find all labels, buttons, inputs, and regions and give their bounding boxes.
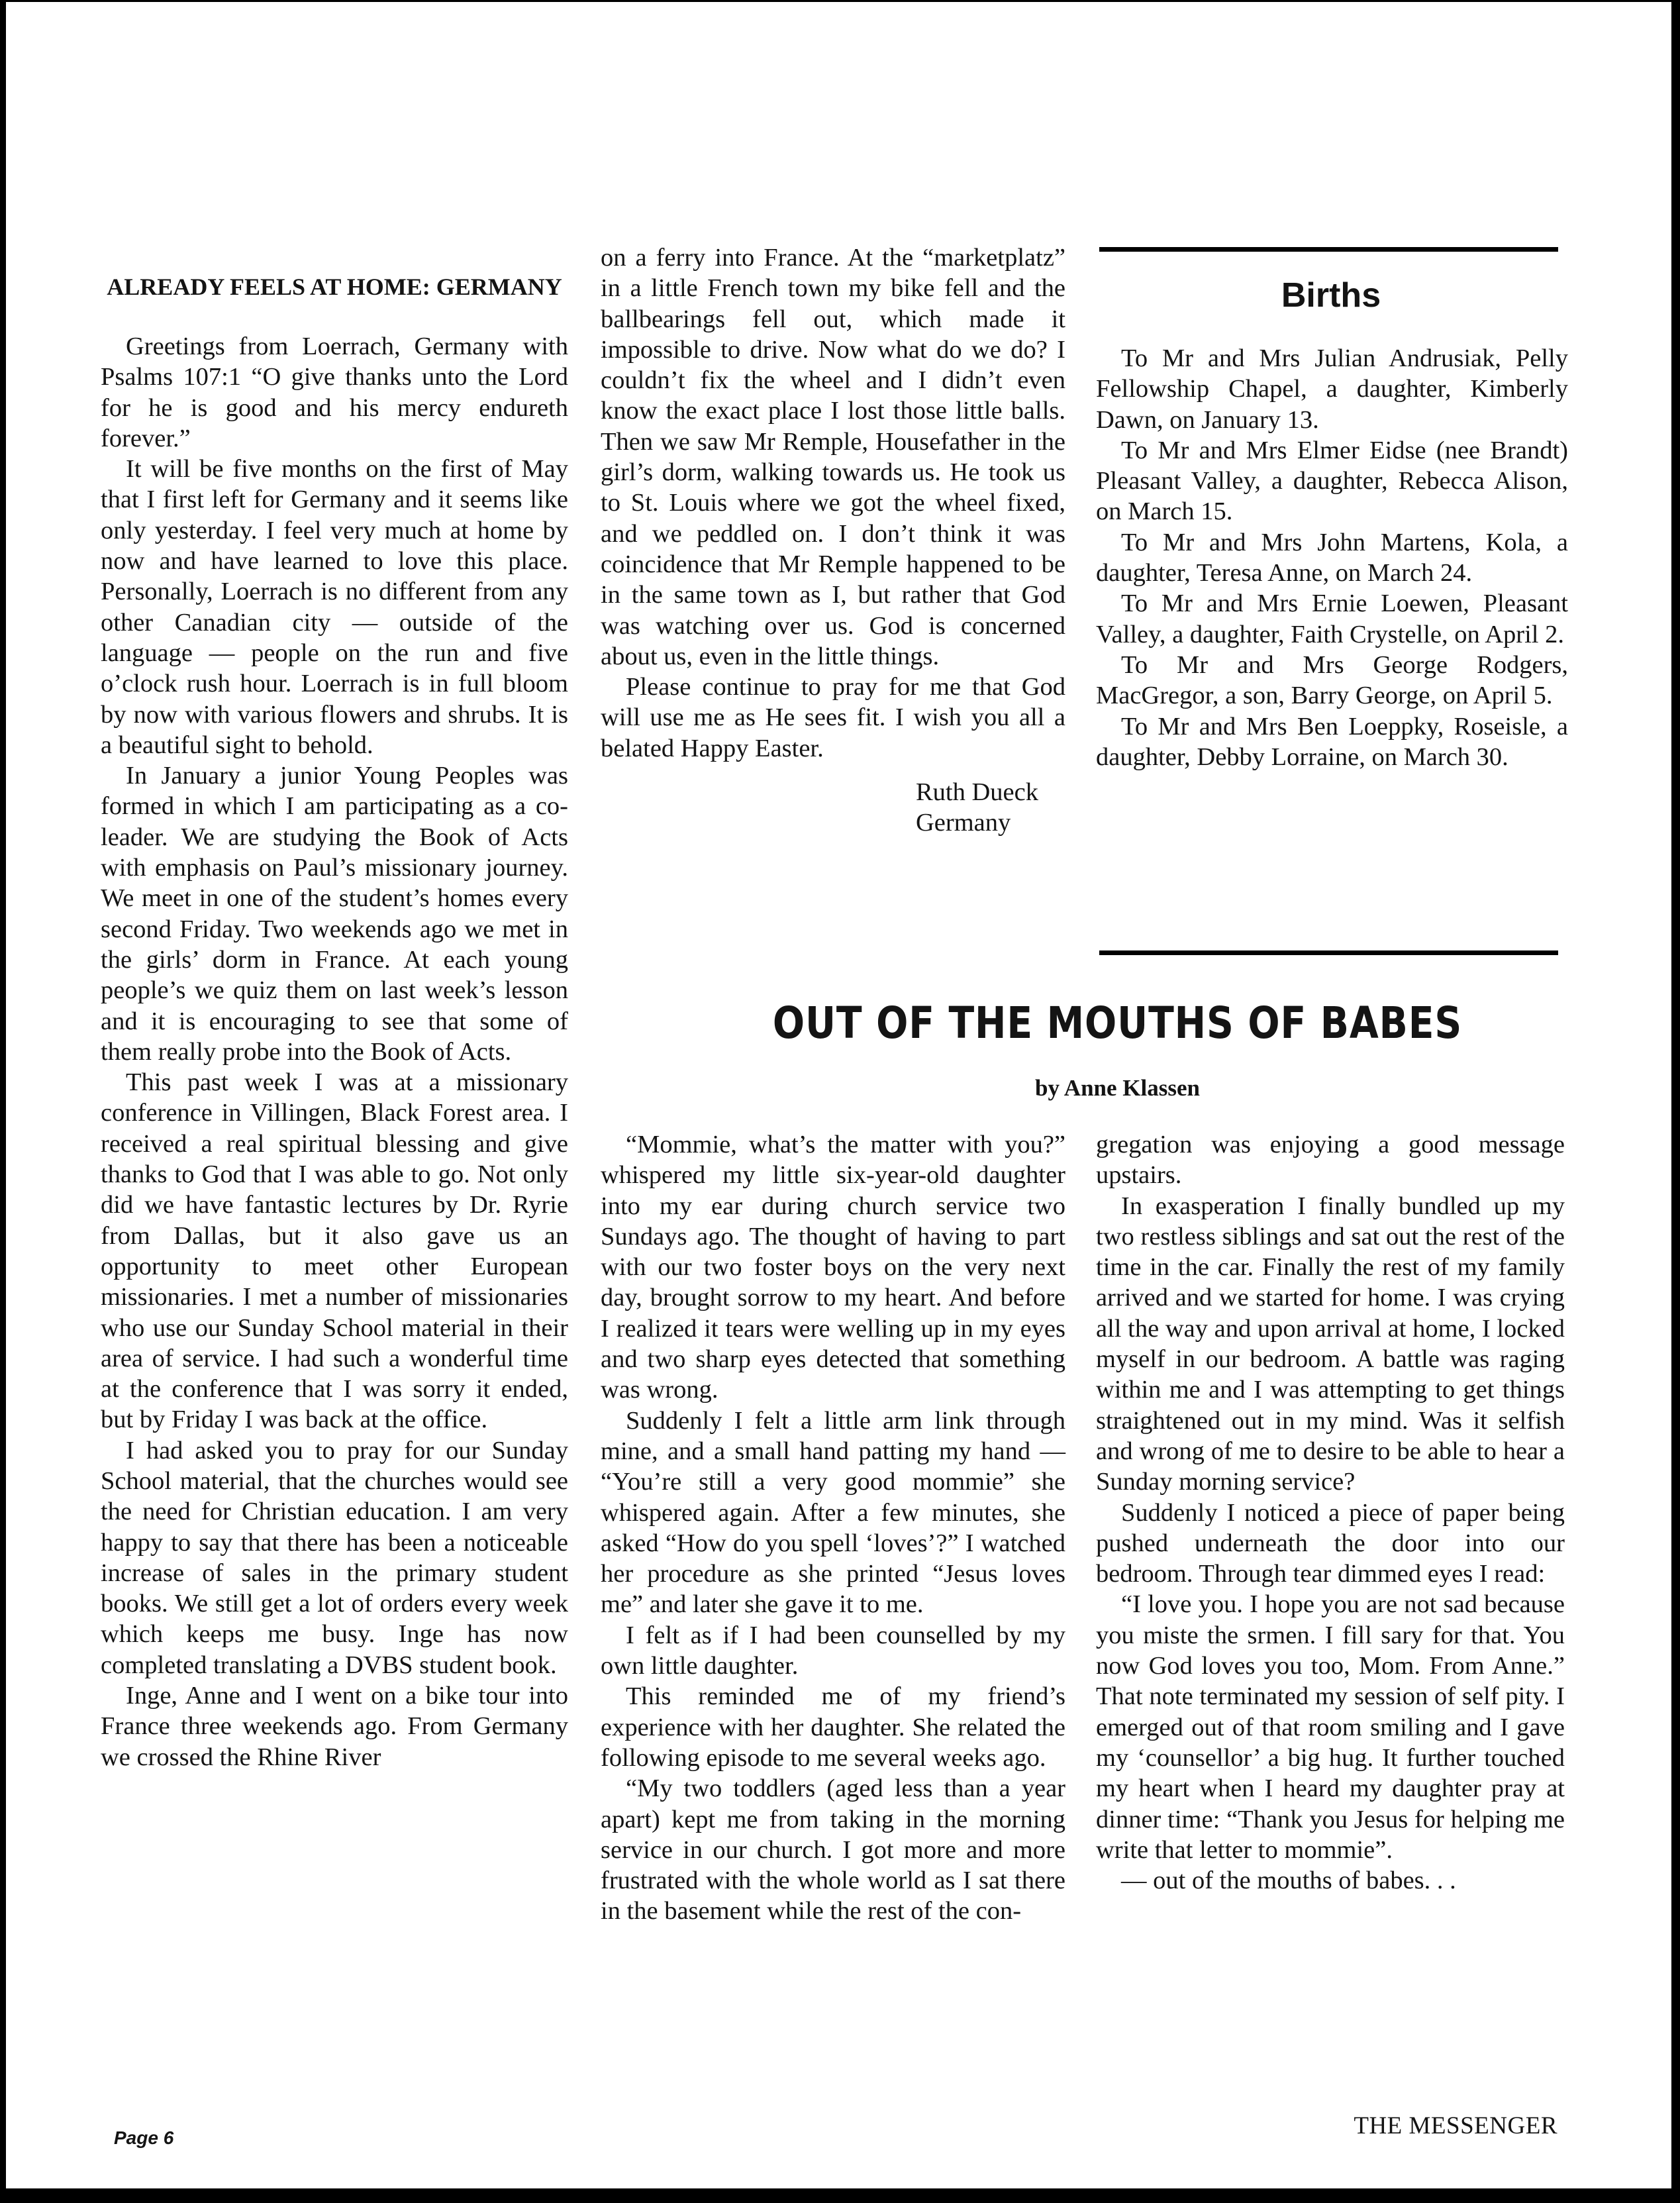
births-bottom-rule: [1099, 950, 1558, 955]
feature-paragraph: This reminded me of my friend’s experience with her daughter. She related the following episode to me several weeks ago.: [601, 1682, 1065, 1772]
birth-announcement: To Mr and Mrs John Martens, Kola, a daughter, Teresa Anne, on March 24.: [1096, 528, 1568, 588]
letter-paragraph: In January a junior Young Peoples was formed in which I am participating as a co-leader. We are studying the Book of Acts with emphasis on Paul’s missionary journey. We meet in one of the student’s homes every second Friday. Two weekends ago we met in the girls’ dorm in France. At each young people’s we quiz them on last week’s lesson and it is encouraging to see that some of them really probe into the Book of Acts.: [101, 762, 568, 1066]
letter-paragraph: Inge, Anne and I went on a bike tour into France three weekends ago. From Germany we crossed the Rhine River: [101, 1682, 568, 1771]
feature-paragraph: Suddenly I felt a little arm link through mine, and a small hand patting my hand — “You’re still a very good mommie” she whispered again. After a few minutes, she asked “How do you spell ‘loves’?” I watched her procedure as she printed “Jesus loves me” and later she gave it to me.: [601, 1406, 1065, 1619]
letter-paragraph: I had asked you to pray for our Sunday School material, that the churches would see the need for Christian education. I am very happy to say that there has been a noticeable increase of sales in the primary student books. We still get a lot of orders every week which keeps me busy. Inge has now completed translating a DVBS student book.: [101, 1436, 568, 1679]
signature-place: Germany: [916, 809, 1011, 837]
birth-announcement: To Mr and Mrs Ben Loeppky, Roseisle, a daughter, Debby Lorraine, on March 30.: [1096, 712, 1568, 771]
feature-paragraph: “Mommie, what’s the matter with you?” whispered my little six-year-old daughter into my ear during church service two Sundays ago. The thought of having to part with our two foster boys on the very next day, brought sorrow to my heart. And before I realized it tears were welling up in my eyes and two sharp eyes detected that something was wrong.: [601, 1131, 1065, 1404]
births-top-rule: [1099, 247, 1558, 252]
feature-paragraph: I felt as if I had been counselled by my own little daughter.: [601, 1621, 1065, 1680]
letter-signature: [891, 777, 1065, 839]
feature-paragraph: Suddenly I noticed a piece of paper being pushed underneath the door into our bedroom. Through tear dimmed eyes I read:: [1096, 1498, 1565, 1588]
feature-column-1: [601, 1129, 1065, 1927]
feature-paragraph: gregation was enjoying a good message upstairs.: [1096, 1131, 1565, 1190]
birth-announcement: To Mr and Mrs Julian Andrusiak, Pelly Fellowship Chapel, a daughter, Kimberly Dawn, on January 13.: [1096, 344, 1568, 434]
feature-title: OUT OF THE MOUTHS OF BABES: [772, 998, 1463, 1049]
letter-paragraph: Please continue to pray for me that God will use me as He sees fit. I wish you all a belated Happy Easter.: [601, 673, 1065, 762]
birth-announcement: To Mr and Mrs George Rodgers, MacGregor, a son, Barry George, on April 5.: [1096, 650, 1568, 710]
feature-paragraph: In exasperation I finally bundled up my two restless siblings and sat out the rest of the time in the car. Finally the rest of my family arrived and we started for home. I was crying all the way and upon arrival at home, I locked myself in our bedroom. A battle was raging within me and I was attempting to get things straightened out in my mind. Was it selfish and wrong of me to desire to be able to hear a Sunday morning service?: [1096, 1192, 1565, 1496]
letter-paragraph: on a ferry into France. At the “marketplatz” in a little French town my bike fell and the ballbearings fell out, which made it impossible to drive. Now what do we do? I couldn’t fix the wheel and I didn’t even know the exact place I lost those little balls. Then we saw Mr Remple, Housefather in the girl’s dorm, walking towards us. He took us to St. Louis where we got the wheel fixed, and we peddled on. I don’t think it was coincidence that Mr Remple happened to be in the same town as I, but rather that God was watching over us. God is concerned about us, even in the little things.: [601, 244, 1065, 670]
feature-byline: by Anne Klassen: [1035, 1075, 1200, 1101]
births-title: Births: [1281, 276, 1381, 315]
feature-paragraph: “I love you. I hope you are not sad because you miste the srmen. I fill sary for that. You now God loves you too, Mom. From Anne.” That note terminated my session of self pity. I emerged out of that room smiling and I gave my ‘counsellor’ a big hug. It further touched my heart when I heard my daughter pray at dinner time: “Thank you Jesus for helping me write that letter to mommie”.: [1096, 1590, 1565, 1864]
feature-column-2: [1096, 1129, 1565, 1896]
feature-paragraph: “My two toddlers (aged less than a year apart) kept me from taking in the morning service in our church. I got more and more frustrated with the whole world as I sat there in the basement while the rest of the con-: [601, 1774, 1065, 1925]
letter-paragraph: It will be five months on the first of May that I first left for Germany and it seems like only yesterday. I feel very much at home by now and have learned to love this place. Personally, Loerrach is no different from any other Canadian city — outside of the language — people on the run and five o’clock rush hour. Loerrach is in full bloom by now with various flowers and shrubs. It is a beautiful sight to behold.: [101, 455, 568, 759]
signature-name: Ruth Dueck: [916, 778, 1038, 807]
births-column: [1096, 343, 1568, 772]
birth-announcement: To Mr and Mrs Elmer Eidse (nee Brandt) Pleasant Valley, a daughter, Rebecca Alison, on March 15.: [1096, 436, 1568, 526]
letter-paragraph: Greetings from Loerrach, Germany with Psalms 107:1 “O give thanks unto the Lord for he is good and his mercy endureth forever.”: [101, 333, 568, 452]
letter-headline: ALREADY FEELS AT HOME: GERMANY: [107, 274, 562, 300]
letter-paragraph: This past week I was at a missionary conference in Villingen, Black Forest area. I received a real spiritual blessing and give thanks to God that I was able to go. Not only did we have fantastic lectures by Dr. Ryrie from Dallas, but it also gave us an opportunity to meet other European missionaries. I met a number of missionaries who use our Sunday School material in their area of service. I had such a wonderful time at the conference that I was sorry it ended, but by Friday I was back at the office.: [101, 1068, 568, 1434]
publication-name: THE MESSENGER: [1354, 2112, 1557, 2139]
birth-announcement: To Mr and Mrs Ernie Loewen, Pleasant Valley, a daughter, Faith Crystelle, on April 2.: [1096, 589, 1568, 648]
page-number: Page 6: [114, 2127, 174, 2148]
letter-column-2: [601, 242, 1065, 839]
letter-column-1: [101, 272, 568, 1772]
feature-closing: — out of the mouths of babes. . .: [1121, 1867, 1456, 1895]
